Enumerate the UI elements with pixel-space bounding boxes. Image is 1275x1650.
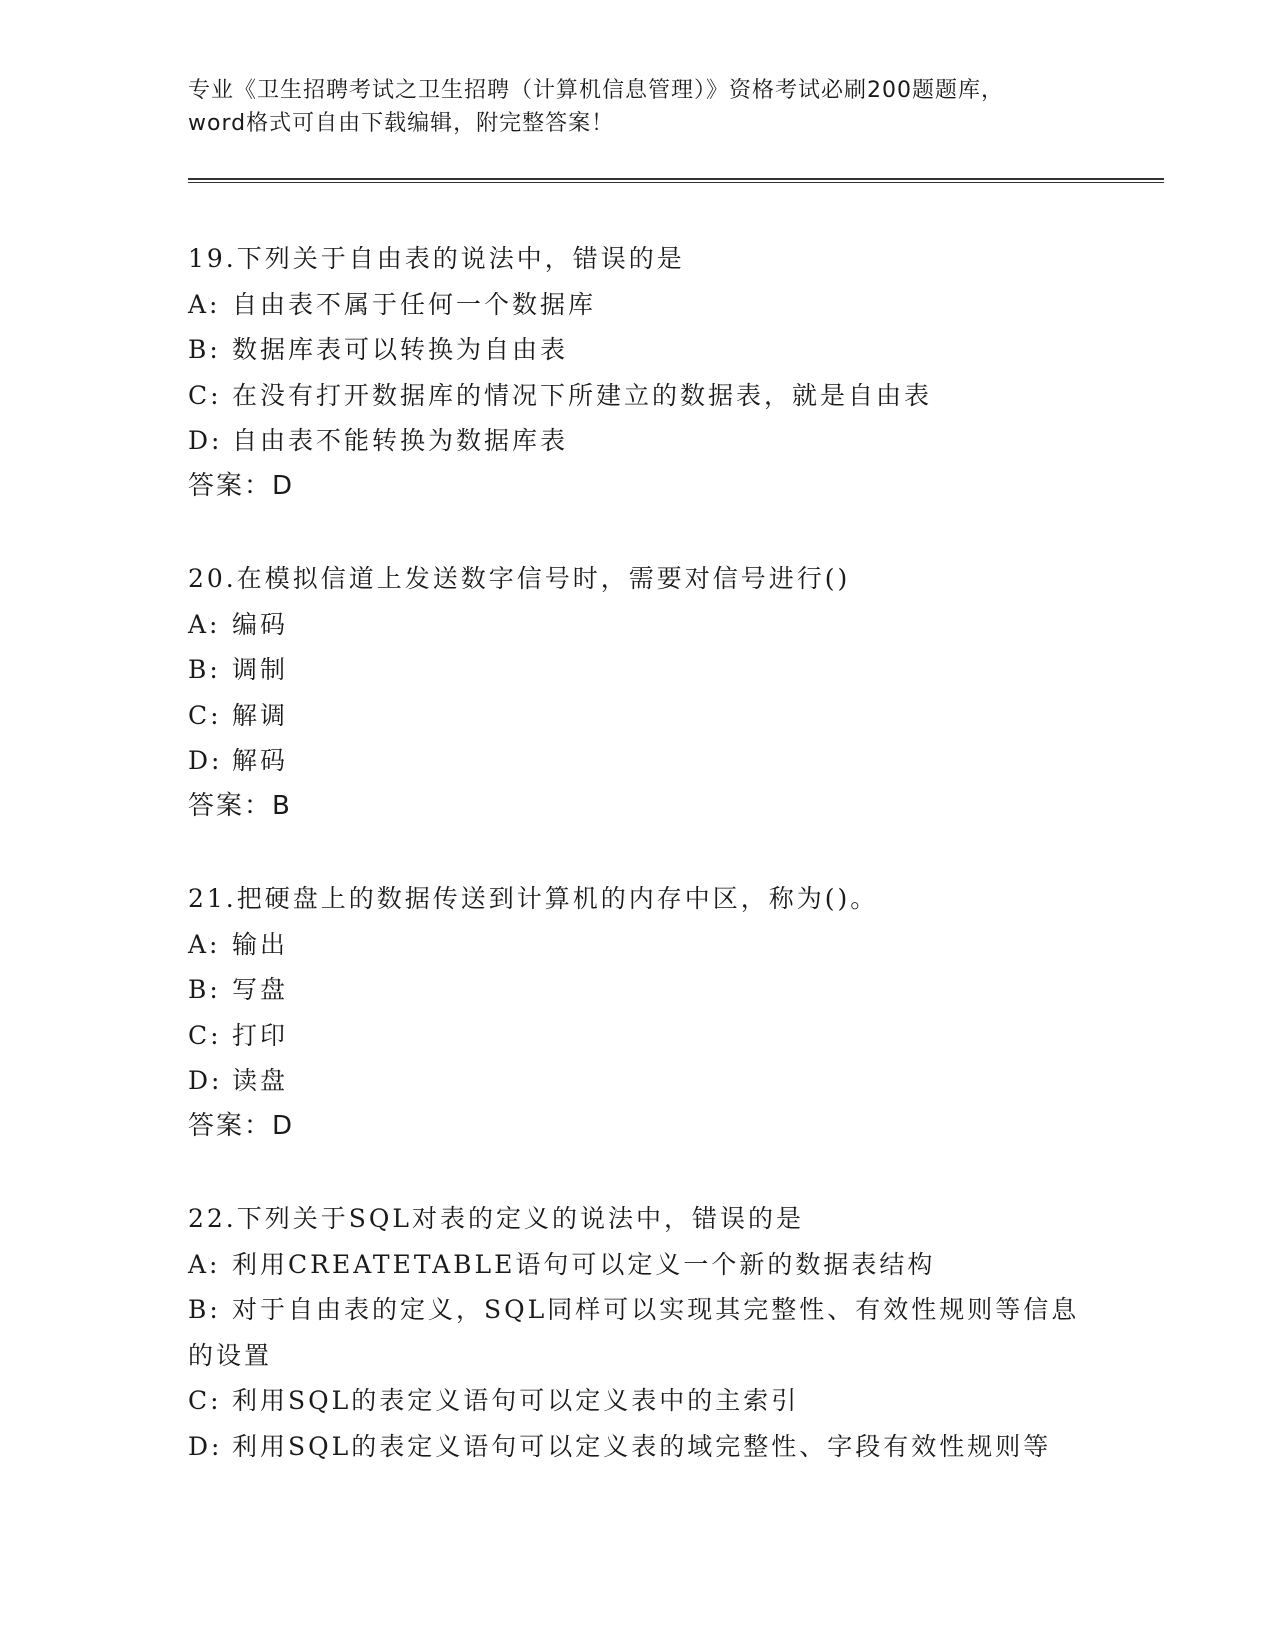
option-a bbox=[188, 282, 1168, 328]
option-b bbox=[188, 647, 1168, 693]
option-letter: B: bbox=[188, 1295, 221, 1324]
option-text: 打印 bbox=[232, 1020, 289, 1050]
option-text: 利用CREATETABLE语句可以定义一个新的数据表结构 bbox=[232, 1249, 936, 1279]
answer-line bbox=[188, 784, 1168, 830]
option-text: 调制 bbox=[232, 655, 289, 684]
option-text: 数据库表可以转换为自由表 bbox=[232, 335, 569, 364]
option-text: 输出 bbox=[232, 929, 289, 959]
answer-value: D bbox=[272, 470, 295, 501]
document-header bbox=[188, 74, 1088, 140]
option-text: 编码 bbox=[232, 609, 289, 639]
option-text: 解码 bbox=[232, 746, 289, 775]
question-stem: 20.在模拟信道上发送数字信号时，需要对信号进行() bbox=[188, 564, 851, 593]
question-list bbox=[188, 236, 1168, 1516]
option-text: 解调 bbox=[232, 700, 289, 730]
option-letter: C: bbox=[188, 700, 222, 730]
option-letter: D: bbox=[188, 1066, 223, 1095]
answer-line bbox=[188, 464, 1168, 510]
option-a bbox=[188, 1242, 1168, 1288]
option-letter: B: bbox=[188, 335, 221, 364]
answer-label: 答案： bbox=[188, 790, 273, 821]
option-c bbox=[188, 373, 1168, 419]
question-20 bbox=[188, 556, 1168, 829]
question-stem: 21.把硬盘上的数据传送到计算机的内存中区，称为()。 bbox=[188, 884, 879, 913]
question-21 bbox=[188, 876, 1168, 1149]
question-19 bbox=[188, 236, 1168, 509]
header-divider bbox=[188, 178, 1164, 183]
question-stem: 22.下列关于SQL对表的定义的说法中，错误的是 bbox=[188, 1204, 804, 1233]
option-d bbox=[188, 418, 1168, 464]
question-22 bbox=[188, 1196, 1168, 1469]
option-letter: A: bbox=[188, 1249, 221, 1279]
option-letter: A: bbox=[188, 929, 221, 959]
option-letter: D: bbox=[188, 746, 223, 775]
option-letter: C: bbox=[188, 1386, 222, 1415]
option-text: 自由表不属于任何一个数据库 bbox=[232, 289, 597, 319]
option-letter: B: bbox=[188, 975, 221, 1004]
header-line-1: 专业《卫生招聘考试之卫生招聘（计算机信息管理）》资格考试必刷200题题库， bbox=[188, 78, 1004, 103]
answer-line bbox=[188, 1104, 1168, 1150]
header-line-2: word格式可自由下载编辑，附完整答案！ bbox=[188, 111, 615, 136]
option-a bbox=[188, 602, 1168, 648]
option-letter: B: bbox=[188, 655, 221, 684]
option-text: 利用SQL的表定义语句可以定义表中的主索引 bbox=[232, 1386, 800, 1415]
option-text: 读盘 bbox=[232, 1066, 289, 1095]
option-c bbox=[188, 693, 1168, 739]
option-letter: C: bbox=[188, 1020, 222, 1050]
option-letter: C: bbox=[188, 380, 222, 410]
option-letter: D: bbox=[188, 426, 223, 455]
option-a bbox=[188, 922, 1168, 968]
option-d bbox=[188, 738, 1168, 784]
answer-value: D bbox=[272, 1110, 295, 1141]
option-text: 在没有打开数据库的情况下所建立的数据表，就是自由表 bbox=[232, 380, 933, 410]
option-c bbox=[188, 1378, 1168, 1424]
option-b bbox=[188, 327, 1168, 373]
option-text: 利用SQL的表定义语句可以定义表的域完整性、字段有效性规则等 bbox=[232, 1431, 1052, 1461]
option-text: 自由表不能转换为数据库表 bbox=[232, 426, 569, 455]
answer-label: 答案： bbox=[188, 1110, 273, 1141]
option-letter: A: bbox=[188, 289, 221, 319]
option-d bbox=[188, 1424, 1168, 1470]
answer-value: B bbox=[272, 790, 292, 821]
option-text: 写盘 bbox=[232, 975, 289, 1004]
option-d bbox=[188, 1058, 1168, 1104]
option-c bbox=[188, 1013, 1168, 1059]
option-text: 对于自由表的定义，SQL同样可以实现其完整性、有效性规则等信息的设置 bbox=[188, 1295, 1080, 1370]
option-letter: D: bbox=[188, 1431, 223, 1461]
answer-label: 答案： bbox=[188, 470, 273, 501]
question-stem: 19.下列关于自由表的说法中，错误的是 bbox=[188, 244, 685, 273]
option-b bbox=[188, 1287, 1088, 1378]
option-b bbox=[188, 967, 1168, 1013]
option-letter: A: bbox=[188, 609, 221, 639]
